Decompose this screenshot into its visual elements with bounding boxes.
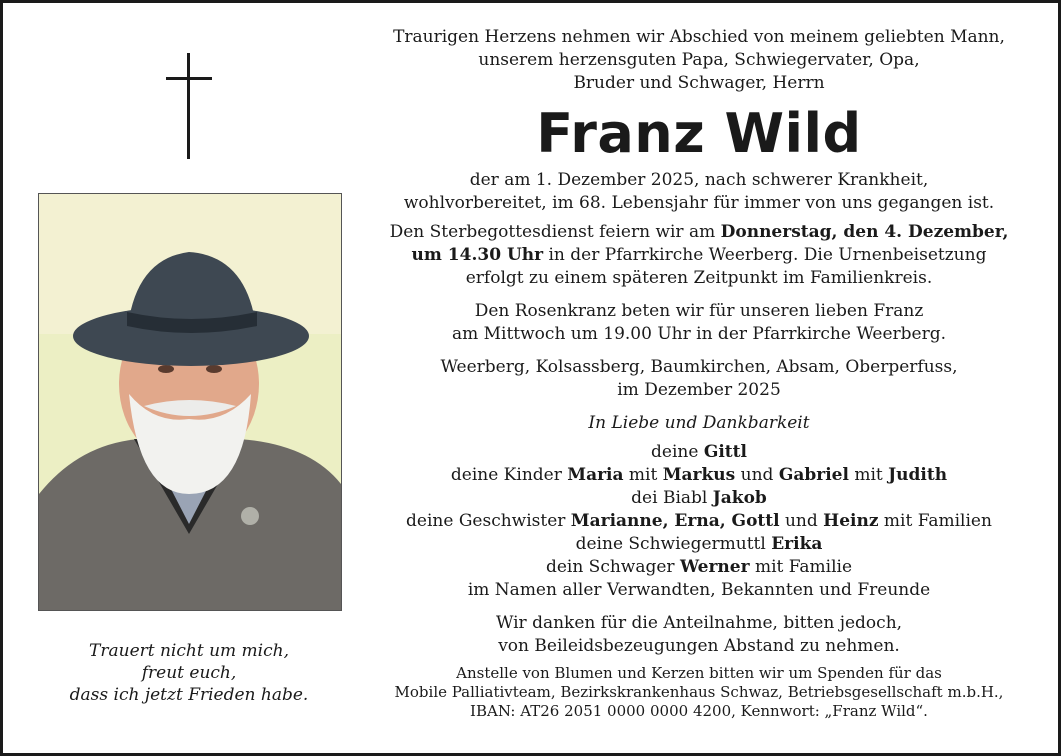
death-line: der am 1. Dezember 2025, nach schwerer Krankheit, — [469, 170, 929, 190]
places-line: im Dezember 2025 — [617, 380, 781, 400]
intro-line: unserem herzensguten Papa, Schwiegervater, Opa, — [478, 50, 920, 70]
service-time: um 14.30 Uhr — [411, 245, 544, 265]
deceased-name: Franz Wild — [536, 102, 862, 165]
donation-line: IBAN: AT26 2051 0000 0000 4200, Kennwort: „Franz Wild“. — [470, 702, 928, 720]
quote-line: dass ich jetzt Frieden habe. — [69, 685, 309, 705]
rosary-line: am Mittwoch um 19.00 Uhr in der Pfarrkirche Weerberg. — [451, 324, 947, 344]
death-line: wohlvorbereitet, im 68. Lebensjahr für immer von uns gegangen ist. — [403, 193, 995, 213]
closing-line: In Liebe und Dankbarkeit — [588, 413, 810, 433]
intro-line: Traurigen Herzens nehmen wir Abschied von meinem geliebten Mann, — [393, 27, 1005, 47]
cross-icon — [166, 53, 212, 159]
family-line: deine Kinder Maria mit Markus und Gabriel mit Judith — [450, 465, 948, 485]
intro-line: Bruder und Schwager, Herrn — [573, 73, 825, 93]
service-date: Donnerstag, den 4. Dezember, — [720, 222, 1009, 242]
rosary-line: Den Rosenkranz beten wir für unseren lieben Franz — [474, 301, 924, 321]
service-line: Den Sterbegottesdienst feiern wir am Donnerstag, den 4. Dezember, — [389, 222, 1009, 242]
donation-line: Anstelle von Blumen und Kerzen bitten wir um Spenden für das — [456, 664, 942, 682]
quote-line: Trauert nicht um mich, — [89, 641, 289, 661]
family-line: deine Gittl — [651, 442, 747, 462]
family-line: deine Schwiegermuttl Erika — [575, 534, 823, 554]
donation-line: Mobile Palliativteam, Bezirkskrankenhaus Schwaz, Betriebsgesellschaft m.b.H., — [394, 683, 1004, 701]
places-line: Weerberg, Kolsassberg, Baumkirchen, Absam, Oberperfuss, — [440, 357, 958, 377]
family-line: deine Geschwister Marianne, Erna, Gottl und Heinz mit Familien — [406, 511, 992, 531]
thanks-line: von Beileidsbezeugungen Abstand zu nehmen. — [498, 636, 900, 656]
family-line: dein Schwager Werner mit Familie — [545, 557, 853, 577]
service-line: erfolgt zu einem späteren Zeitpunkt im Familienkreis. — [465, 268, 933, 288]
memorial-quote — [38, 640, 340, 706]
family-line: dei Biabl Jakob — [631, 488, 767, 508]
portrait-photo — [38, 193, 342, 611]
obituary-text — [360, 26, 1038, 721]
quote-line: freut euch, — [141, 663, 237, 683]
family-line: im Namen aller Verwandten, Bekannten und Freunde — [467, 580, 931, 600]
service-line: um 14.30 Uhr in der Pfarrkirche Weerberg. Die Urnenbeisetzung — [411, 245, 987, 265]
thanks-line: Wir danken für die Anteilnahme, bitten jedoch, — [495, 613, 903, 633]
